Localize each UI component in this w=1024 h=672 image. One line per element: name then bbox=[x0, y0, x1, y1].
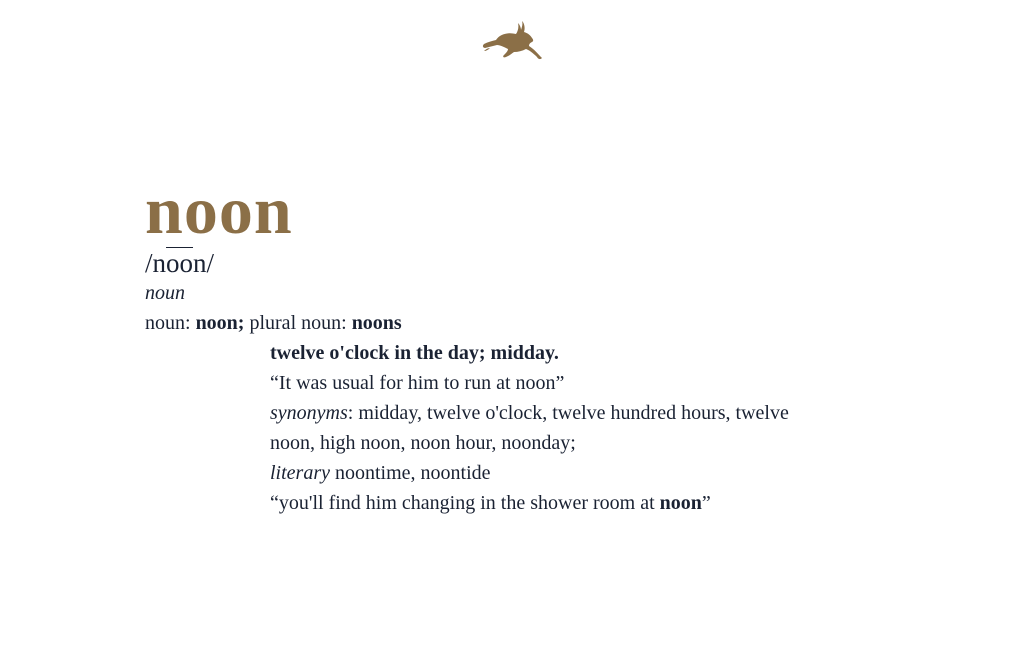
pronunciation-marked: $\overline{oo}$ bbox=[166, 248, 194, 278]
synonyms-line-1 bbox=[270, 398, 905, 428]
dictionary-entry bbox=[145, 170, 905, 518]
forms-plural: noons bbox=[351, 312, 402, 334]
example-sentence: “It was usual for him to run at noon” bbox=[270, 372, 565, 394]
synonyms-label: synonyms bbox=[270, 402, 348, 424]
example-sentence-2 bbox=[270, 488, 905, 518]
hare-logo-icon bbox=[482, 18, 544, 62]
pronunciation bbox=[145, 248, 905, 278]
example2-after: ” bbox=[701, 492, 711, 514]
literary-words: noontime, noontide bbox=[330, 462, 491, 484]
sense-block bbox=[270, 338, 905, 518]
word-forms bbox=[145, 308, 905, 338]
literary-label: literary bbox=[270, 462, 330, 484]
forms-plural-label: plural noun: bbox=[244, 312, 352, 334]
definition: twelve o'clock in the day; midday. bbox=[270, 342, 559, 364]
synonyms-list-1: : midday, twelve o'clock, twelve hundred hours, twelve bbox=[347, 402, 789, 424]
pronunciation-open: /n bbox=[145, 248, 167, 278]
part-of-speech: noun bbox=[145, 282, 185, 304]
headword: noon bbox=[145, 172, 293, 248]
example2-before: “you'll find him changing in the shower room at bbox=[270, 492, 660, 514]
forms-label: noun: bbox=[145, 312, 196, 334]
example2-highlight: noon bbox=[659, 492, 702, 514]
synonyms-line-2: noon, high noon, noon hour, noonday; bbox=[270, 432, 576, 454]
literary-line bbox=[270, 458, 905, 488]
forms-singular: noon; bbox=[195, 312, 245, 334]
pronunciation-close: n/ bbox=[193, 248, 215, 278]
